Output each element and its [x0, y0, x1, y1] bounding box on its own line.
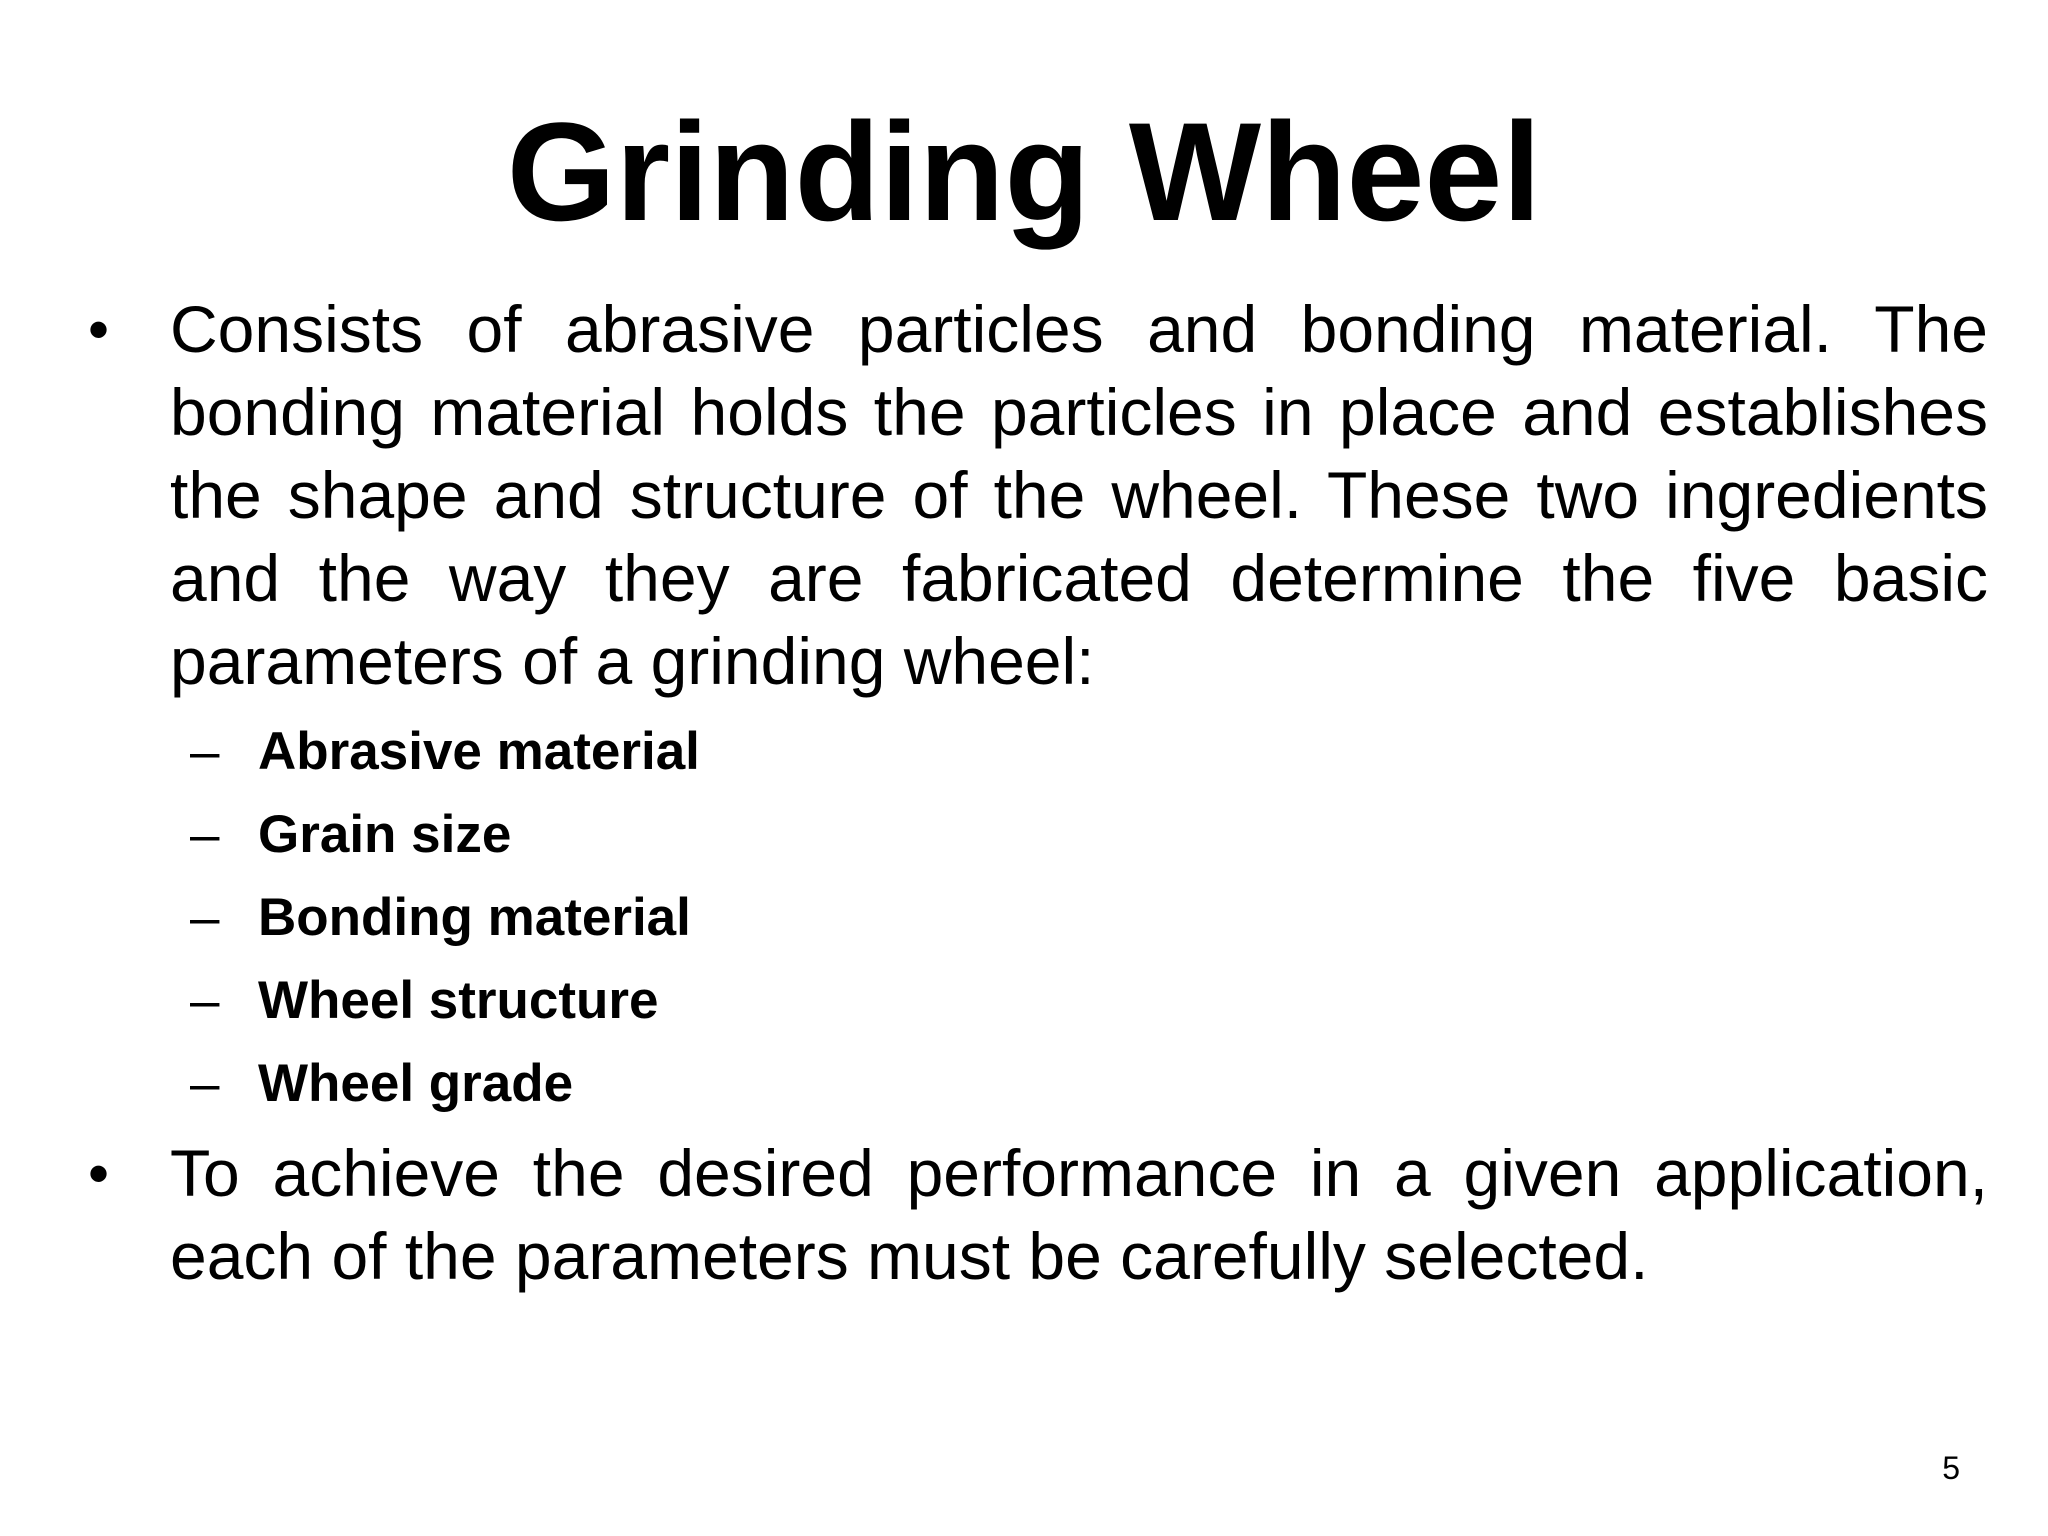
list-item	[190, 959, 1390, 1042]
page-number: 5	[1942, 1450, 1960, 1486]
list-item	[190, 1042, 1390, 1125]
bullet-text: To achieve the desired performance in a given application, each of the parameters must be carefully selected.	[170, 1136, 1988, 1293]
dash-marker: –	[190, 971, 220, 1030]
dash-marker: –	[190, 1054, 220, 1113]
list-item	[190, 710, 1390, 793]
parameter-list	[190, 710, 1390, 1125]
list-item-text: Abrasive material	[258, 722, 700, 781]
list-item-text: Wheel structure	[258, 971, 659, 1030]
list-item-text: Bonding material	[258, 888, 691, 947]
bullet-text: Consists of abrasive particles and bonding material. The bonding material holds the particles in place and establishes the shape and structure of the wheel. These two ingredients and the way they are fabricated determine the five basic parameters of a grinding wheel:	[170, 292, 1988, 698]
dash-marker: –	[190, 722, 220, 781]
dash-marker: –	[190, 805, 220, 864]
dash-marker: –	[190, 888, 220, 947]
slide-title: Grinding Wheel	[506, 93, 1542, 250]
bullet-marker: •	[88, 296, 110, 363]
list-item	[190, 876, 1390, 959]
list-item-text: Wheel grade	[258, 1054, 574, 1113]
list-item-text: Grain size	[258, 805, 512, 864]
list-item	[190, 793, 1390, 876]
bullet-marker: •	[88, 1140, 110, 1207]
